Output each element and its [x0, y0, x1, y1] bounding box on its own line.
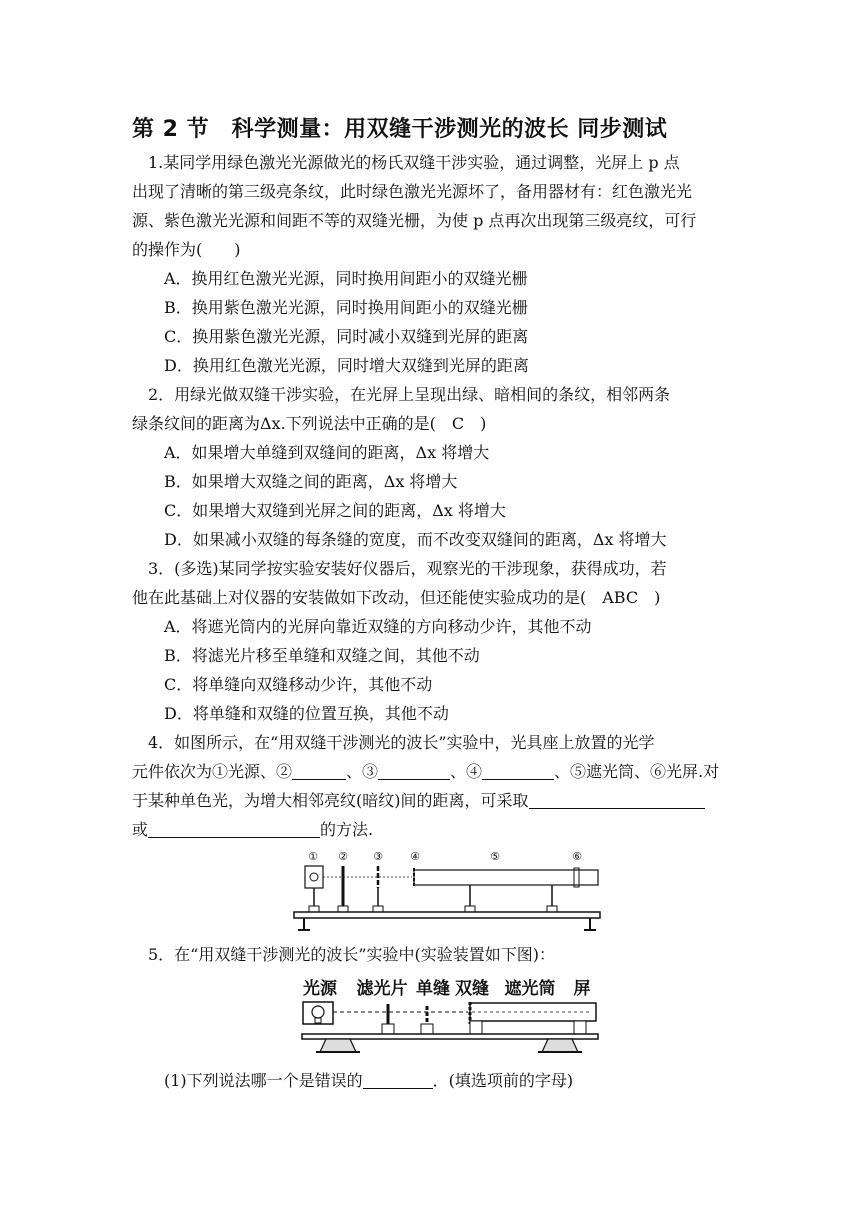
fig4-label-5: ⑤	[490, 850, 500, 863]
q1-line-4: 的操作为( )	[132, 240, 241, 259]
q2-line-2: 绿条纹间的距离为Δx.下列说法中正确的是( C )	[132, 414, 487, 433]
q4-blank-4[interactable]	[482, 763, 554, 780]
fig4-optical-bench	[294, 912, 600, 918]
fig5-optical-bench	[302, 1034, 598, 1039]
q1-option-d: D．换用红色激光光源，同时增大双缝到光屏的距离	[164, 356, 529, 375]
q5-apparatus-figure	[296, 974, 606, 1058]
fig5-label-screen: 屏	[573, 979, 591, 999]
q4-blank-method-1[interactable]	[529, 792, 705, 809]
q4-blank-method-2[interactable]	[148, 821, 320, 838]
q4-line-4: 或 的方法.	[132, 820, 374, 839]
q1-line-2: 出现了清晰的第三级亮条纹，此时绿色激光光源坏了，备用器材有：红色激光光	[132, 182, 693, 201]
q5-line-1: 5．在“用双缝干涉测光的波长”实验中(实验装置如下图)：	[148, 945, 556, 964]
q4-line-3: 于某种单色光，为增大相邻亮纹(暗纹)间的距离，可采取	[132, 791, 705, 811]
q2-option-d: D．如果减小双缝的每条缝的宽度，而不改变双缝间的距离，Δx 将增大	[164, 530, 667, 549]
q1-line-3: 源、紫色激光光源和间距不等的双缝光栅，为使 p 点再次出现第三级亮纹，可行	[132, 211, 697, 230]
q3-option-a: A．将遮光筒内的光屏向靠近双缝的方向移动少许，其他不动	[164, 617, 592, 636]
q2-option-b: B．如果增大双缝之间的距离，Δx 将增大	[164, 472, 458, 491]
fig4-label-1: ①	[308, 850, 318, 863]
q1-option-c: C．换用紫色激光光源，同时减小双缝到光屏的距离	[164, 327, 529, 346]
q1-line-1: 1.某同学用绿色激光光源做光的杨氏双缝干涉实验，通过调整，光屏上 p 点	[148, 153, 680, 172]
q4-blank-3[interactable]	[378, 763, 450, 780]
fig5-lamp-icon	[303, 1002, 333, 1024]
fig4-label-4: ④	[410, 850, 420, 863]
q1-option-b: B．换用紫色激光光源，同时换用间距小的双缝光栅	[164, 298, 528, 317]
fig4-tube	[414, 870, 598, 885]
fig5-label-light-source: 光源	[303, 979, 337, 999]
fig4-label-3: ③	[373, 850, 383, 863]
q3-line-1: 3．(多选)某同学按实验安装好仪器后，观察光的干涉现象，获得成功，若	[148, 559, 667, 578]
q5-sub-1: (1)下列说法哪一个是错误的 ．(填选项前的字母)	[164, 1071, 574, 1090]
q5-blank-1[interactable]	[363, 1072, 433, 1089]
q2-option-c: C．如果增大双缝到光屏之间的距离，Δx 将增大	[164, 501, 506, 520]
fig5-label-single-slit: 单缝	[416, 979, 450, 999]
q4-apparatus-figure	[290, 846, 610, 936]
q3-option-b: B．将滤光片移至单缝和双缝之间，其他不动	[164, 646, 480, 665]
fig4-screen	[574, 868, 579, 887]
fig4-label-2: ②	[338, 850, 348, 863]
q4-line-1: 4．如图所示，在“用双缝干涉测光的波长”实验中，光具座上放置的光学	[148, 733, 655, 752]
q4-line-2: 元件依次为①光源、② 、③ 、④ 、⑤遮光筒、⑥光屏.对	[132, 762, 720, 781]
q2-line-1: 2．用绿光做双缝干涉实验，在光屏上呈现出绿、暗相间的条纹，相邻两条	[148, 385, 671, 404]
fig4-label-6: ⑥	[572, 850, 582, 863]
fig5-label-filter: 滤光片	[356, 979, 408, 999]
q4-blank-2[interactable]	[292, 763, 346, 780]
q3-option-c: C．将单缝向双缝移动少许，其他不动	[164, 675, 433, 694]
fig5-label-tube: 遮光筒	[504, 979, 556, 999]
page-title: 第 2 节 科学测量：用双缝干涉测光的波长 同步测试	[132, 117, 668, 142]
fig5-label-double-slit: 双缝	[455, 979, 489, 999]
q3-option-d: D．将单缝和双缝的位置互换，其他不动	[164, 704, 449, 723]
q1-option-a: A．换用红色激光光源，同时换用间距小的双缝光栅	[164, 269, 528, 288]
fig4-lamp-icon	[305, 866, 323, 888]
q2-option-a: A．如果增大单缝到双缝间的距离，Δx 将增大	[164, 443, 490, 462]
q3-line-2: 他在此基础上对仪器的安装做如下改动，但还能使实验成功的是( ABC )	[132, 588, 661, 607]
